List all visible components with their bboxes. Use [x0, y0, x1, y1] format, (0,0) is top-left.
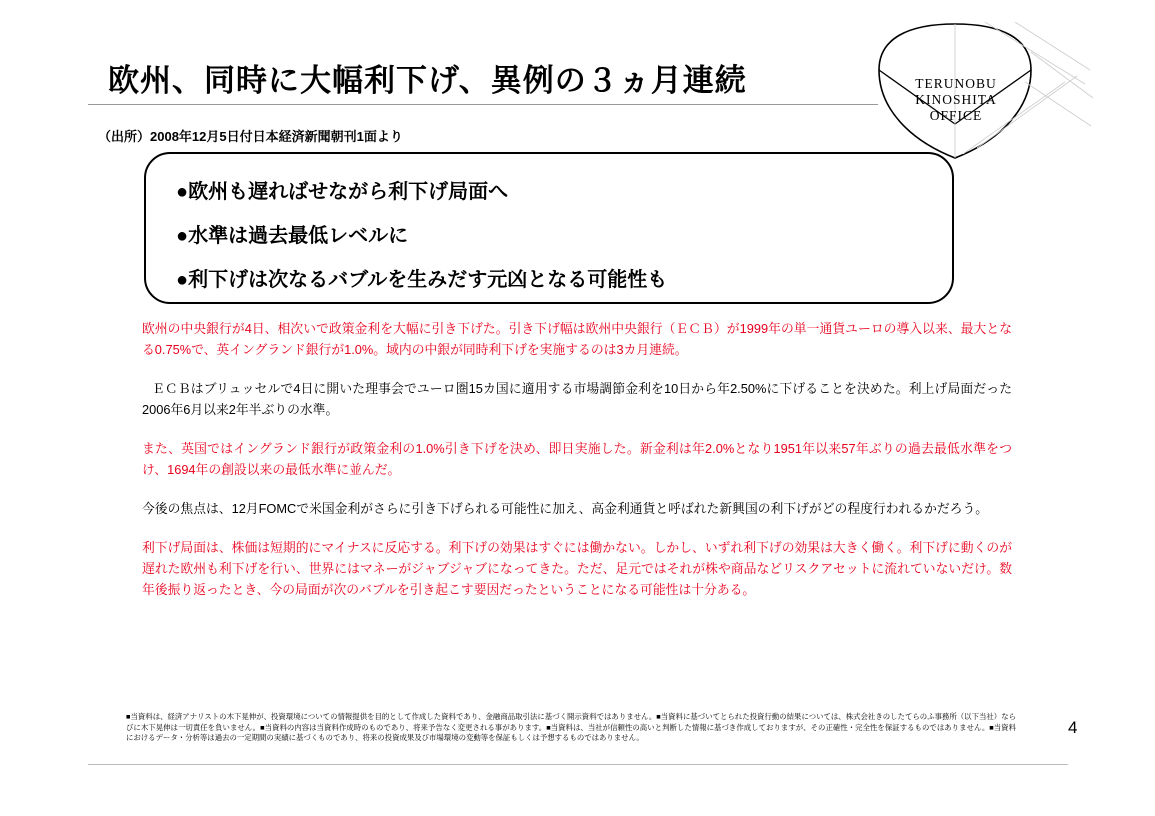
key-point-item: ●水準は過去最低レベルに: [176, 225, 409, 247]
key-points-list: [176, 170, 936, 302]
logo-line-1: TERUNOBU: [915, 76, 997, 91]
key-point-item: ●利下げは次なるバブルを生みだす元凶となる可能性も: [176, 269, 668, 291]
paragraph: 今後の焦点は、12月FOMCで米国金利がさらに引き下げられる可能性に加え、高金利通貨と呼ばれた新興国の利下げがどの程度行われるかだろう。: [142, 501, 989, 516]
paragraph: ＥＣＢはブリュッセルで4日に開いた理事会でユーロ圏15カ国に適用する市場調節金利を10日から年2.50%に下げることを決めた。利上げ局面だった2006年6月以来2年半ぶりの水準。: [142, 381, 1012, 417]
source-citation: （出所）2008年12月5日付日本経済新聞朝刊1面より: [98, 129, 403, 144]
logo-line-3: OFFICE: [929, 108, 983, 123]
logo-line-2: KINOSHITA: [915, 92, 997, 107]
page-title: 欧州、同時に大幅利下げ、異例の３ヵ月連続: [108, 63, 747, 98]
logo-text: [892, 76, 1020, 124]
paragraph: 欧州の中央銀行が4日、相次いで政策金利を大幅に引き下げた。引き下げ幅は欧州中央銀行（ＥＣＢ）が1999年の単一通貨ユーロの導入以来、最大となる0.75%で、英イングランド銀行が1.0%。域内の中銀が同時利下げを実施するのは3カ月連続。: [142, 321, 1012, 357]
key-point-item: ●欧州も遅ればせながら利下げ局面へ: [176, 181, 509, 203]
article-body: [142, 318, 1012, 618]
paragraph: また、英国ではイングランド銀行が政策金利の1.0%引き下げを決め、即日実施した。新金利は年2.0%となり1951年以来57年ぶりの過去最低水準をつけ、1694年の創設以来の最低水準に並んだ。: [142, 441, 1012, 477]
title-divider: [88, 104, 878, 105]
paragraph: 利下げ局面は、株価は短期的にマイナスに反応する。利下げの効果はすぐには働かない。しかし、いずれ利下げの効果は大きく働く。利下げに動くのが遅れた欧州も利下げを行い、世界にはマネーがジャブジャブになってきた。ただ、足元ではそれが株や商品などリスクアセットに流れていないだけ。数年後振り返ったとき、今の局面が次のバブルを引き起こす要因だったということになる可能性は十分ある。: [142, 540, 1012, 597]
page-number: 4: [1068, 718, 1078, 737]
footer-divider: [88, 764, 1068, 765]
disclaimer-text: ■当資料は、経済アナリストの木下晃伸が、投資環境についての情報提供を目的として作成した資料であり、金融商品取引法に基づく開示資料ではありません。■当資料に基づいてとられた投資行動の結果については、株式会社きのしたてらのふ事務所（以下当社）ならびに木下晃伸は一切責任を負いません。■当資料の内容は当資料作成時のものであり、将来予告なく変更される事があります。■当資料は、当社が信頼性の高いと判断した情報に基づき作成しておりますが、その正確性・完全性を保証するものではありません。■当資料におけるデータ・分析等は過去の一定期間の実績に基づくものであり、将来の投資成果及び市場環境の変動等を保証もしくは予想するものではありません。: [126, 712, 1016, 742]
company-logo: [865, 22, 1095, 162]
